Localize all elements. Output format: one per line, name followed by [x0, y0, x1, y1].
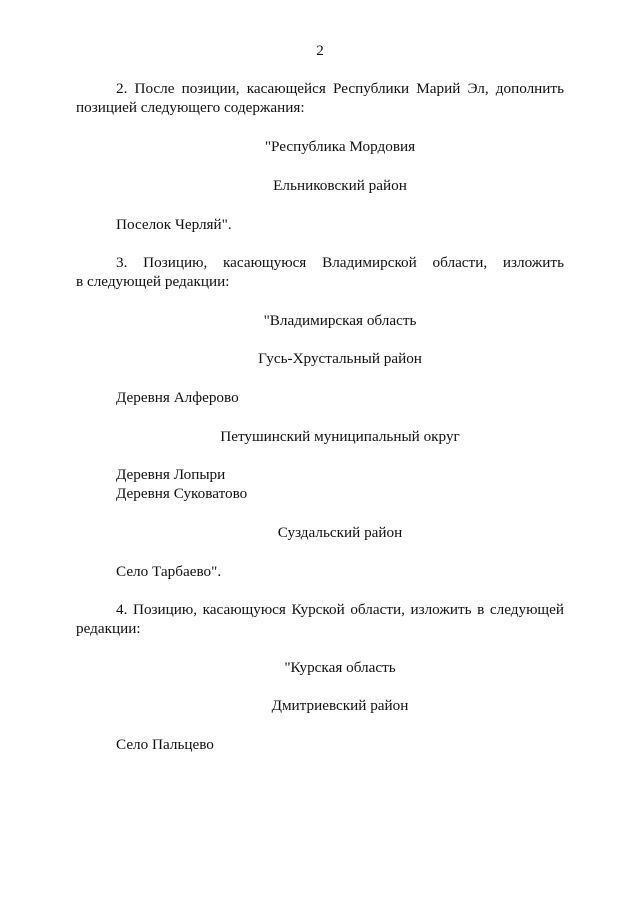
item-4-region: "Курская область: [284, 659, 396, 676]
item-4-text-line-2: редакции:: [76, 620, 141, 637]
item-2-text-line-1: 2. После позиции, касающейся Республики Марий Эл, дополнить: [116, 80, 564, 97]
item-2-district: Ельниковский район: [273, 177, 407, 194]
item-2-paragraph-line-1: [76, 79, 564, 98]
item-2-region: "Республика Мордовия: [264, 138, 416, 155]
item-3-text-line-1: 3. Позицию, касающуюся Владимирской области, изложить: [116, 254, 564, 271]
item-2-paragraph-line-2: [76, 98, 564, 117]
item-3-district-3: Суздальский район: [277, 524, 403, 541]
item-3-settlement-2b: Деревня Суковатово: [116, 485, 248, 502]
item-3-paragraph-line-2: [76, 272, 564, 291]
item-2-text-line-2: позицией следующего содержания:: [76, 99, 305, 116]
item-4-settlement: Село Пальцево: [116, 736, 214, 753]
item-3-settlement-3: Село Тарбаево".: [116, 563, 222, 580]
item-3-settlement-1: Деревня Алферово: [116, 389, 239, 406]
item-3-district-1: Гусь-Хрустальный район: [258, 350, 422, 367]
item-4-district: Дмитриевский район: [271, 697, 409, 714]
item-4-paragraph-line-2: [76, 619, 564, 638]
item-3-region: "Владимирская область: [263, 312, 417, 329]
item-3-text-line-2: в следующей редакции:: [76, 273, 230, 290]
page-number: 2: [316, 42, 324, 59]
item-4-text-line-1: 4. Позицию, касающуюся Курской области, изложить в следующей: [116, 601, 564, 618]
item-3-settlement-2a: Деревня Лопыри: [116, 466, 226, 483]
item-4-paragraph-line-1: [76, 600, 564, 619]
item-3-paragraph-line-1: [76, 253, 564, 272]
item-2-settlement: Поселок Черляй".: [116, 216, 232, 233]
item-3-district-2: Петушинский муниципальный округ: [220, 428, 460, 445]
